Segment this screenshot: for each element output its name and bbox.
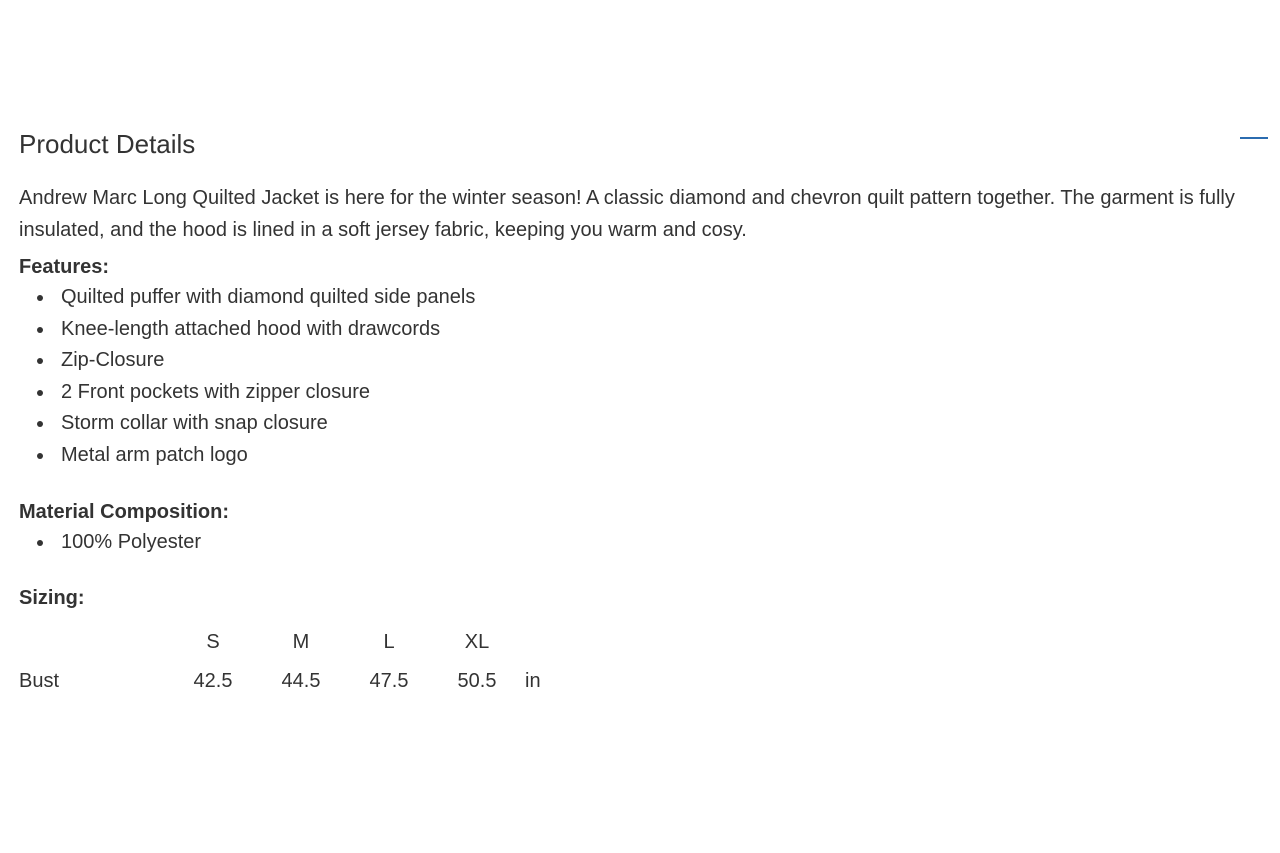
product-details-section: [19, 126, 1269, 701]
feature-text: 2 Front pockets with zipper closure: [61, 380, 371, 403]
table-cell: 50.5: [457, 669, 497, 692]
minus-icon: [1240, 137, 1268, 139]
collapse-toggle-button[interactable]: [1239, 126, 1269, 152]
table-cell: 47.5: [369, 669, 409, 692]
table-row: [19, 662, 565, 701]
product-description: Andrew Marc Long Quilted Jacket is here for the winter season! A classic diamond and chevron quilt pattern together. The garment is fully insulated, and the hood is lined in a soft jersey fabric, keeping you warm and cosy.: [19, 187, 1235, 241]
row-label: Bust: [19, 669, 60, 692]
list-item: [61, 377, 1269, 409]
list-item: [61, 408, 1269, 440]
feature-text: Quilted puffer with diamond quilted side panels: [61, 286, 476, 308]
product-details-header[interactable]: [19, 126, 1269, 162]
size-column-header: M: [292, 630, 310, 653]
table-cell: 42.5: [193, 669, 233, 692]
feature-text: Storm collar with snap closure: [61, 412, 328, 434]
feature-text: Knee-length attached hood with drawcords: [61, 317, 441, 340]
material-heading: Material Composition:: [19, 501, 230, 523]
size-column-header: XL: [464, 630, 490, 653]
unit-column-header: [521, 623, 565, 662]
bullet-icon: [37, 453, 43, 459]
material-text: 100% Polyester: [61, 531, 202, 553]
sizing-heading: Sizing:: [19, 586, 85, 609]
features-heading: Features:: [19, 256, 110, 278]
table-header-row: [19, 623, 565, 662]
table-cell: 44.5: [281, 669, 321, 692]
list-item: [61, 527, 1269, 559]
table-corner-cell: [19, 623, 169, 662]
bullet-icon: [37, 327, 43, 333]
material-list: [19, 527, 1269, 559]
list-item: [61, 314, 1269, 346]
unit-cell: in: [525, 669, 541, 692]
bullet-icon: [37, 421, 43, 427]
feature-text: Zip-Closure: [61, 349, 165, 371]
size-column-header: L: [383, 630, 395, 653]
list-item: [61, 345, 1269, 377]
section-title: Product Details: [19, 129, 196, 159]
bullet-icon: [37, 540, 43, 546]
bullet-icon: [37, 358, 43, 364]
list-item: [61, 440, 1269, 472]
bullet-icon: [37, 390, 43, 396]
features-list: [19, 282, 1269, 471]
sizing-table: [19, 623, 565, 701]
bullet-icon: [37, 295, 43, 301]
size-column-header: S: [206, 630, 220, 653]
feature-text: Metal arm patch logo: [61, 443, 248, 466]
list-item: [61, 282, 1269, 314]
